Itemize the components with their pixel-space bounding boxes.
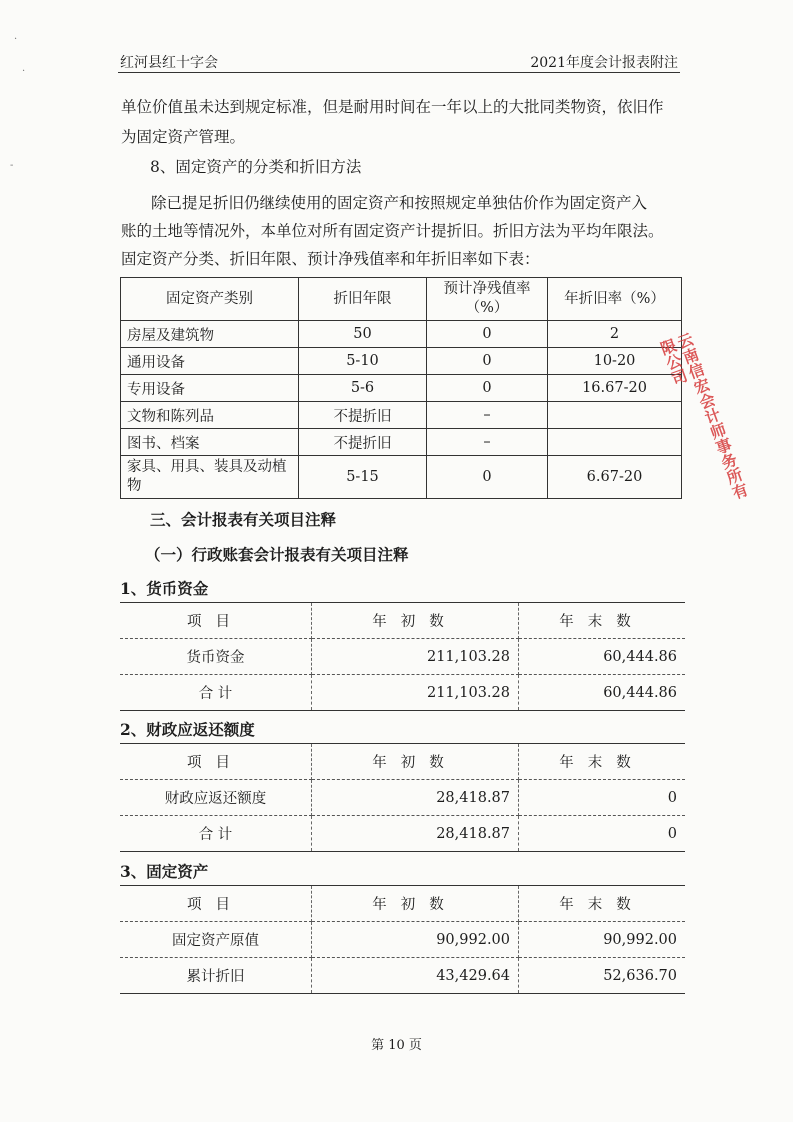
table-cell: 60,444.86 (519, 675, 686, 711)
table-cell: 不提折旧 (299, 402, 427, 429)
table-row (120, 958, 685, 994)
table-cell: 10-20 (548, 348, 682, 375)
section-3-title: 三、会计报表有关项目注释 (150, 510, 337, 529)
table-row (120, 816, 685, 852)
table-cell: 0 (427, 321, 548, 348)
table-cell: 43,429.64 (312, 958, 519, 994)
header-divider (118, 72, 680, 73)
company-seal: 云南信宏会计师事务所有限公司 (656, 330, 752, 503)
fiscal-refund-title: 2、财政应返还额度 (120, 720, 255, 739)
table-cell: 211,103.28 (312, 675, 519, 711)
column-header: 年折旧率（%） (548, 278, 682, 321)
table-cell: 文物和陈列品 (121, 402, 299, 429)
table-cell: 2 (548, 321, 682, 348)
table-cell: 52,636.70 (519, 958, 686, 994)
table-cell: – (427, 402, 548, 429)
table-row (120, 675, 685, 711)
table-cell: 房屋及建筑物 (121, 321, 299, 348)
table-cell: 合 计 (120, 816, 312, 852)
text-line: 账的土地等情况外，本单位对所有固定资产计提折旧。折旧方法为平均年限法。 (121, 222, 664, 240)
table-row (121, 321, 682, 348)
text-line: 除已提足折旧仍继续使用的固定资产和按照规定单独估价作为固定资产入 (151, 194, 648, 212)
item-8-title: 8、固定资产的分类和折旧方法 (150, 158, 362, 176)
table-row (120, 922, 685, 958)
column-header: 固定资产类别 (121, 278, 299, 321)
table-cell: 专用设备 (121, 375, 299, 402)
table-cell: 不提折旧 (299, 429, 427, 456)
table-row (121, 456, 682, 499)
table-cell: 货币资金 (120, 639, 312, 675)
table-cell: 5-10 (299, 348, 427, 375)
fixed-assets-table (120, 885, 685, 994)
table-header-row (121, 278, 682, 321)
table-cell: 固定资产原值 (120, 922, 312, 958)
table-cell: 16.67-20 (548, 375, 682, 402)
table-cell: 通用设备 (121, 348, 299, 375)
table-cell: 211,103.28 (312, 639, 519, 675)
column-header: 项目 (120, 744, 312, 780)
column-header: 年末数 (519, 886, 686, 922)
page-number: 第 10 页 (371, 1038, 422, 1053)
table-cell: 合 计 (120, 675, 312, 711)
table-row (120, 780, 685, 816)
paragraph-depreciation (121, 189, 681, 273)
header-organization: 红河县红十字会 (120, 55, 218, 71)
table-cell: 5-6 (299, 375, 427, 402)
column-header: 年初数 (312, 744, 519, 780)
paragraph-asset-definition (121, 92, 681, 152)
subsection-1-title: （一）行政账套会计报表有关项目注释 (145, 545, 409, 564)
table-cell: 28,418.87 (312, 816, 519, 852)
column-header: 项目 (120, 886, 312, 922)
table-header-row (120, 603, 685, 639)
table-header-row (120, 744, 685, 780)
table-cell: 90,992.00 (312, 922, 519, 958)
scan-speck: · (22, 66, 26, 77)
table-cell: 家具、用具、装具及动植物 (121, 456, 299, 499)
column-header: 折旧年限 (299, 278, 427, 321)
table-cell: 50 (299, 321, 427, 348)
table-cell: 0 (427, 348, 548, 375)
table-cell: 财政应返还额度 (120, 780, 312, 816)
text-line: 单位价值虽未达到规定标准，但是耐用时间在一年以上的大批同类物资，依旧作 (121, 98, 664, 116)
column-header: 预计净残值率（%） (427, 278, 548, 321)
table-cell: 0 (519, 780, 686, 816)
table-cell: 90,992.00 (519, 922, 686, 958)
monetary-funds-title: 1、货币资金 (120, 579, 209, 598)
table-cell: 图书、档案 (121, 429, 299, 456)
table-cell: 0 (427, 375, 548, 402)
table-cell: 累计折旧 (120, 958, 312, 994)
table-header-row (120, 886, 685, 922)
table-cell: 0 (519, 816, 686, 852)
fiscal-refund-table (120, 743, 685, 852)
column-header: 年初数 (312, 886, 519, 922)
table-cell: 0 (427, 456, 548, 499)
table-cell: 5-15 (299, 456, 427, 499)
table-cell: – (427, 429, 548, 456)
column-header: 年末数 (519, 744, 686, 780)
text-line: 为固定资产管理。 (121, 128, 246, 146)
table-cell: 6.67-20 (548, 456, 682, 499)
column-header: 年末数 (519, 603, 686, 639)
table-cell: 60,444.86 (519, 639, 686, 675)
table-row (120, 639, 685, 675)
column-header: 项目 (120, 603, 312, 639)
text-line: 固定资产分类、折旧年限、预计净残值率和年折旧率如下表： (121, 250, 540, 268)
monetary-funds-table (120, 602, 685, 711)
column-header: 年初数 (312, 603, 519, 639)
scan-speck: · (14, 34, 18, 45)
scan-speck: - (10, 160, 14, 171)
fixed-assets-title: 3、固定资产 (120, 862, 209, 881)
table-cell: 28,418.87 (312, 780, 519, 816)
header-document-title: 2021年度会计报表附注 (530, 55, 678, 71)
